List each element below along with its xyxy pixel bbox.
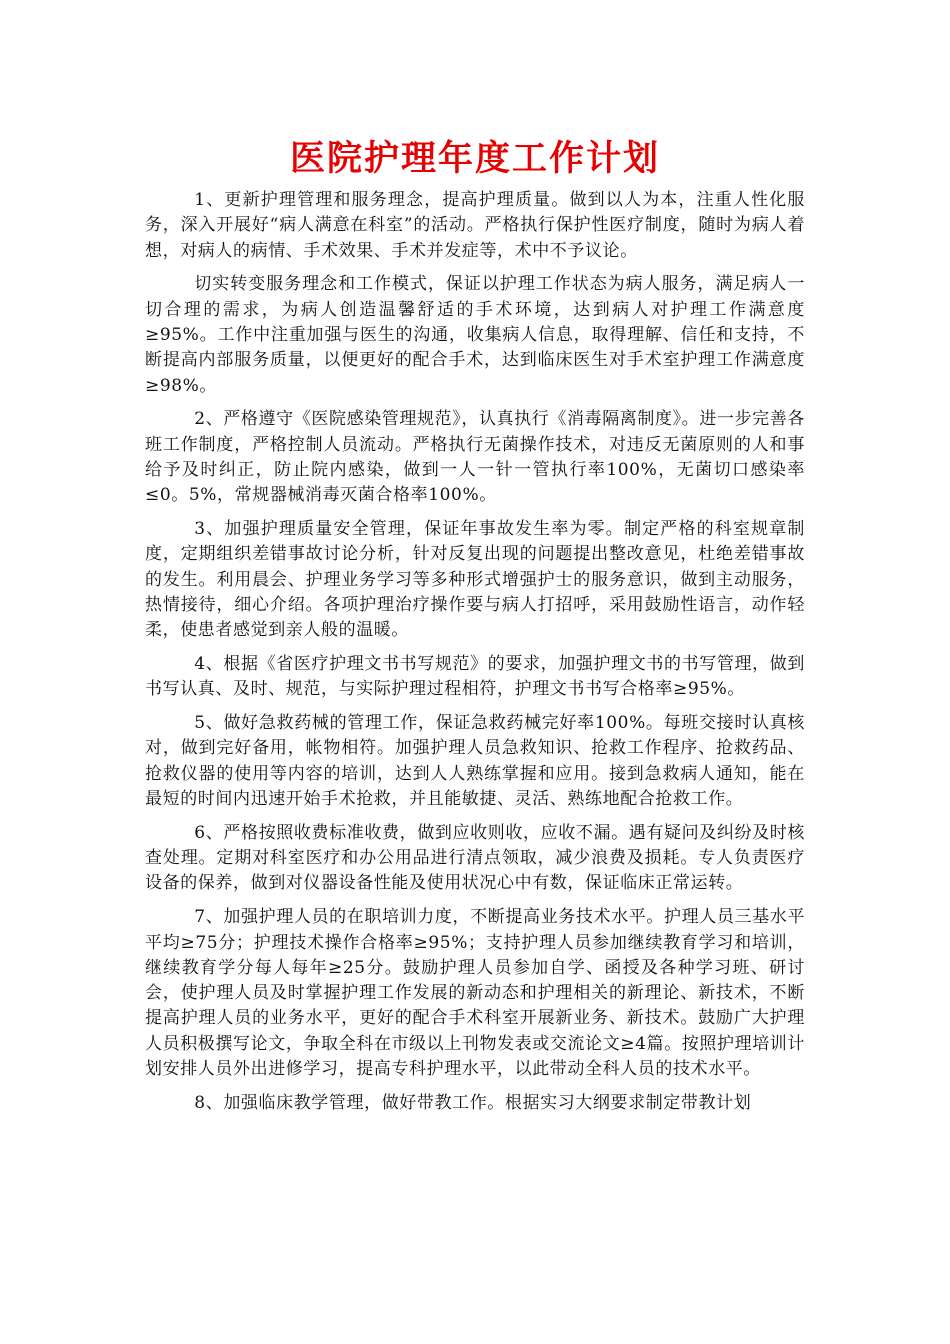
- paragraph-3: 2、严格遵守《医院感染管理规范》，认真执行《消毒隔离制度》。进一步完善各班工作制度，严格控制人员流动。严格执行无菌操作技术，对违反无菌原则的人和事给予及时纠正，防止院内感染，做到一人一针一管执行率100%，无菌切口感染率≤0。5%，常规器械消毒灭菌合格率100%。: [145, 409, 805, 506]
- document-title: 医院护理年度工作计划: [289, 138, 660, 179]
- paragraph-7: 6、严格按照收费标准收费，做到应收则收，应收不漏。遇有疑问及纠纷及时核查处理。定期对科室医疗和办公用品进行清点领取，减少浪费及损耗。专人负责医疗设备的保养，做到对仪器设备性能及使用状况心中有数，保证临床正常运转。: [145, 822, 805, 894]
- paragraph-8: 7、加强护理人员的在职培训力度，不断提高业务技术水平。护理人员三基水平平均≥75分；护理技术操作合格率≥95%；支持护理人员参加继续教育学习和培训，继续教育学分每人每年≥25分。鼓励护理人员参加自学、函授及各种学习班、研讨会，使护理人员及时掌握护理工作发展的新动态和护理相关的新理论、新技术，不断提高护理人员的业务水平，更好的配合手术科室开展新业务、新技术。鼓励广大护理人员积极撰写论文，争取全科在市级以上刊物发表或交流论文≥4篇。按照护理培训计划安排人员外出进修学习，提高专科护理水平，以此带动全科人员的技术水平。: [145, 907, 805, 1079]
- paragraph-6: 5、做好急救药械的管理工作，保证急救药械完好率100%。每班交接时认真核对，做到完好备用，帐物相符。加强护理人员急救知识、抢救工作程序、抢救药品、抢救仪器的使用等内容的培训，达到人人熟练掌握和应用。接到急救病人通知，能在最短的时间内迅速开始手术抢救，并且能敏捷、灵活、熟练地配合抢救工作。: [145, 713, 805, 810]
- paragraph-2: 切实转变服务理念和工作模式，保证以护理工作状态为病人服务，满足病人一切合理的需求，为病人创造温馨舒适的手术环境，达到病人对护理工作满意度≥95%。工作中注重加强与医生的沟通，收集病人信息，取得理解、信任和支持，不断提高内部服务质量，以便更好的配合手术，达到临床医生对手术室护理工作满意度≥98%。: [145, 274, 805, 396]
- paragraph-4: 3、加强护理质量安全管理，保证年事故发生率为零。制定严格的科室规章制度，定期组织差错事故讨论分析，针对反复出现的问题提出整改意见，杜绝差错事故的发生。利用晨会、护理业务学习等多种形式增强护士的服务意识，做到主动服务，热情接待，细心介绍。各项护理治疗操作要与病人打招呼，采用鼓励性语言，动作轻柔，使患者感觉到亲人般的温暖。: [145, 519, 805, 641]
- paragraph-5: 4、根据《省医疗护理文书书写规范》的要求，加强护理文书的书写管理，做到书写认真、及时、规范，与实际护理过程相符，护理文书书写合格率≥95%。: [145, 654, 805, 700]
- paragraph-1: 1、更新护理管理和服务理念，提高护理质量。做到以人为本，注重人性化服务，深入开展好“病人满意在科室”的活动。严格执行保护性医疗制度，随时为病人着想，对病人的病情、手术效果、手术并发症等，术中不予议论。: [145, 190, 805, 261]
- document-body: [145, 188, 805, 1125]
- paragraph-9: 8、加强临床教学管理，做好带教工作。根据实习大纲要求制定带教计划: [194, 1092, 752, 1113]
